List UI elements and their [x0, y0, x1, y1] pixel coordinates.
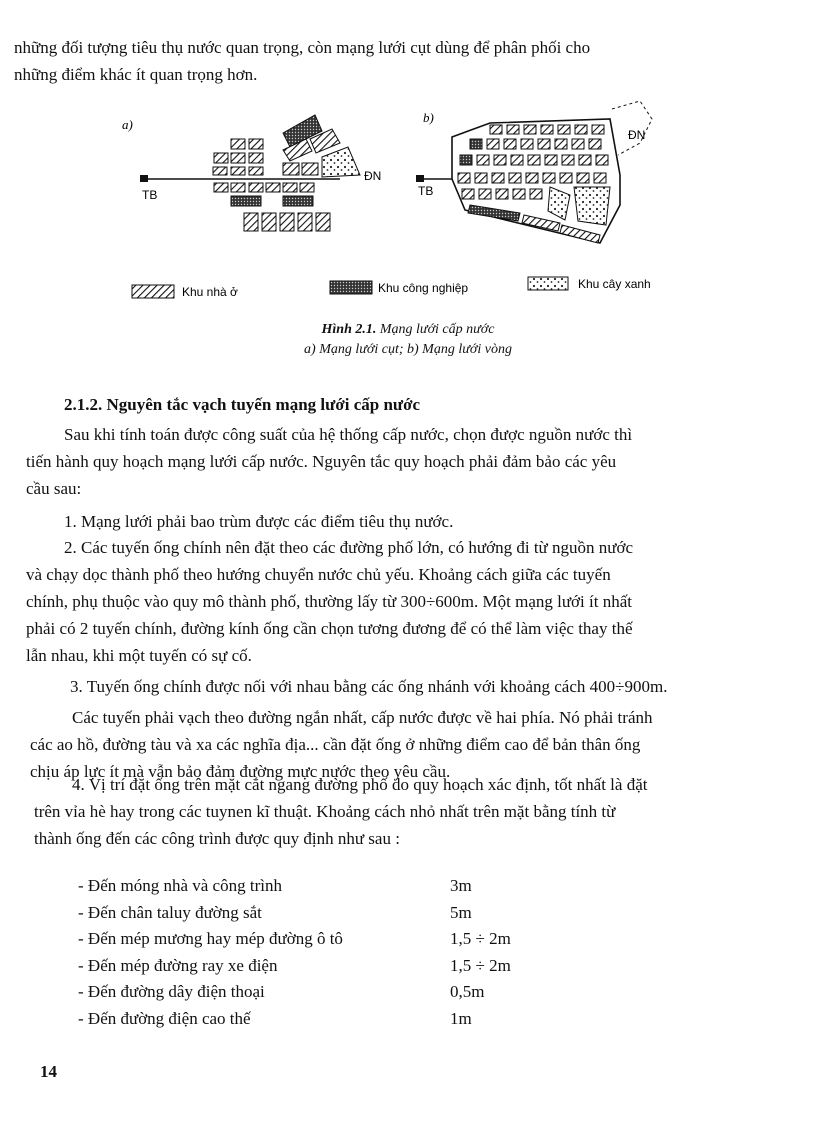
- distance-row: [78, 1009, 578, 1036]
- p1-line-3: cầu sau:: [26, 479, 82, 498]
- section-heading: 2.1.2. Nguyên tắc vạch tuyến mạng lưới cấp nước: [64, 395, 421, 414]
- distance-value: 3m: [450, 876, 472, 895]
- item2-line-5: lẫn nhau, khi một tuyến có sự cố.: [26, 646, 252, 665]
- distance-label: - Đến chân taluy đường sắt: [78, 902, 262, 922]
- tower-b-label: ĐN: [628, 128, 646, 142]
- item-2: [26, 534, 778, 669]
- distance-list: [78, 876, 578, 1035]
- figure-caption-title: Mạng lưới cấp nước: [379, 322, 495, 337]
- p2-line-2: các ao hồ, đường tàu và xa các nghĩa địa... cần đặt ống ở những điểm cao để bản thân ống: [30, 735, 641, 754]
- item4-line-3: thành ống đến các công trình được quy định như sau :: [34, 829, 400, 848]
- figure-caption: [0, 322, 816, 338]
- station-b-label: TB: [418, 184, 434, 198]
- tower-a-label: ĐN: [364, 169, 382, 183]
- legend-swatch-industrial: [330, 281, 372, 294]
- p1-line-2: tiến hành quy hoạch mạng lưới cấp nước. Nguyên tắc quy hoạch phải đảm bảo các yêu: [26, 452, 617, 471]
- distance-row: [78, 956, 578, 983]
- item4-line-1: 4. Vị trí đặt ống trên mặt cắt ngang đường phố do quy hoạch xác định, tốt nhất là đặt: [72, 775, 648, 794]
- station-a-label: TB: [142, 188, 158, 202]
- legend-swatch-green: [528, 277, 568, 290]
- figure-caption-number: Hình 2.1.: [321, 322, 377, 337]
- legend-residential-label: Khu nhà ở: [182, 285, 238, 299]
- item2-line-2: và chạy dọc thành phố theo hướng chuyển nước chủ yếu. Khoảng cách giữa các tuyến: [26, 565, 611, 584]
- panel-b-label: b): [423, 110, 434, 125]
- intro-line-1: những đối tượng tiêu thụ nước quan trọng, còn mạng lưới cụt dùng để phân phối cho: [14, 38, 591, 57]
- paragraph-1: [26, 421, 778, 502]
- distance-row: [78, 876, 578, 903]
- distance-value: 1m: [450, 1008, 472, 1028]
- distance-label: - Đến đường điện cao thế: [78, 1008, 251, 1028]
- item-4: [34, 771, 786, 852]
- item-3: 3. Tuyến ống chính được nối với nhau bằng các ống nhánh với khoảng cách 400÷900m.: [70, 677, 668, 696]
- panel-a-label: a): [122, 117, 133, 132]
- legend-swatch-residential: [132, 285, 174, 298]
- distance-value: 1,5 ÷ 2m: [450, 929, 511, 948]
- p2-line-3: chịu áp lực ít mà vẫn bảo đảm đường mực nước theo yêu cầu.: [30, 762, 451, 781]
- distance-row: [78, 903, 578, 930]
- p1-line-1: Sau khi tính toán được công suất của hệ thống cấp nước, chọn được nguồn nước thì: [64, 425, 633, 444]
- distance-value: 1,5 ÷ 2m: [450, 955, 511, 975]
- intro-paragraph: [14, 34, 764, 88]
- item2-line-4: phải có 2 tuyến chính, đường kính ống cần chọn tương đương để có thể làm việc thay thế: [26, 619, 633, 638]
- legend-green-label: Khu cây xanh: [578, 277, 651, 291]
- intro-line-2: những điểm khác ít quan trọng hơn.: [14, 65, 258, 84]
- distance-label: - Đến móng nhà và công trình: [78, 876, 282, 895]
- figure-caption-sub: a) Mạng lưới cụt; b) Mạng lưới vòng: [304, 342, 512, 357]
- item-1: 1. Mạng lưới phải bao trùm được các điểm tiêu thụ nước.: [64, 512, 454, 531]
- figure-legend: [132, 277, 651, 299]
- item2-line-1: 2. Các tuyến ống chính nên đặt theo các đường phố lớn, có hướng đi từ nguồn nước: [64, 538, 634, 557]
- distance-row: [78, 929, 578, 956]
- panel-a-dead-end-network: [122, 115, 381, 231]
- distance-label: - Đến mép mương hay mép đường ô tô: [78, 929, 343, 948]
- item4-line-2: trên vỉa hè hay trong các tuynen kĩ thuật. Khoảng cách nhỏ nhất trên mặt bằng tính từ: [34, 802, 616, 821]
- distance-row: [78, 982, 578, 1009]
- p2-line-1: Các tuyến phải vạch theo đường ngắn nhất, cấp nước được về hai phía. Nó phải tránh: [72, 708, 653, 727]
- distance-value: 0,5m: [450, 982, 485, 1001]
- distance-label: - Đến mép đường ray xe điện: [78, 955, 278, 975]
- panel-b-ring-network: [416, 101, 652, 243]
- distance-value: 5m: [450, 902, 472, 922]
- distance-label: - Đến đường dây điện thoại: [78, 982, 265, 1001]
- figure-water-network: [0, 95, 816, 305]
- page-number: 14: [40, 1062, 57, 1081]
- item2-line-3: chính, phụ thuộc vào quy mô thành phố, thường lấy từ 300÷600m. Một mạng lưới ít nhất: [26, 592, 632, 611]
- legend-industrial-label: Khu công nghiệp: [378, 281, 469, 295]
